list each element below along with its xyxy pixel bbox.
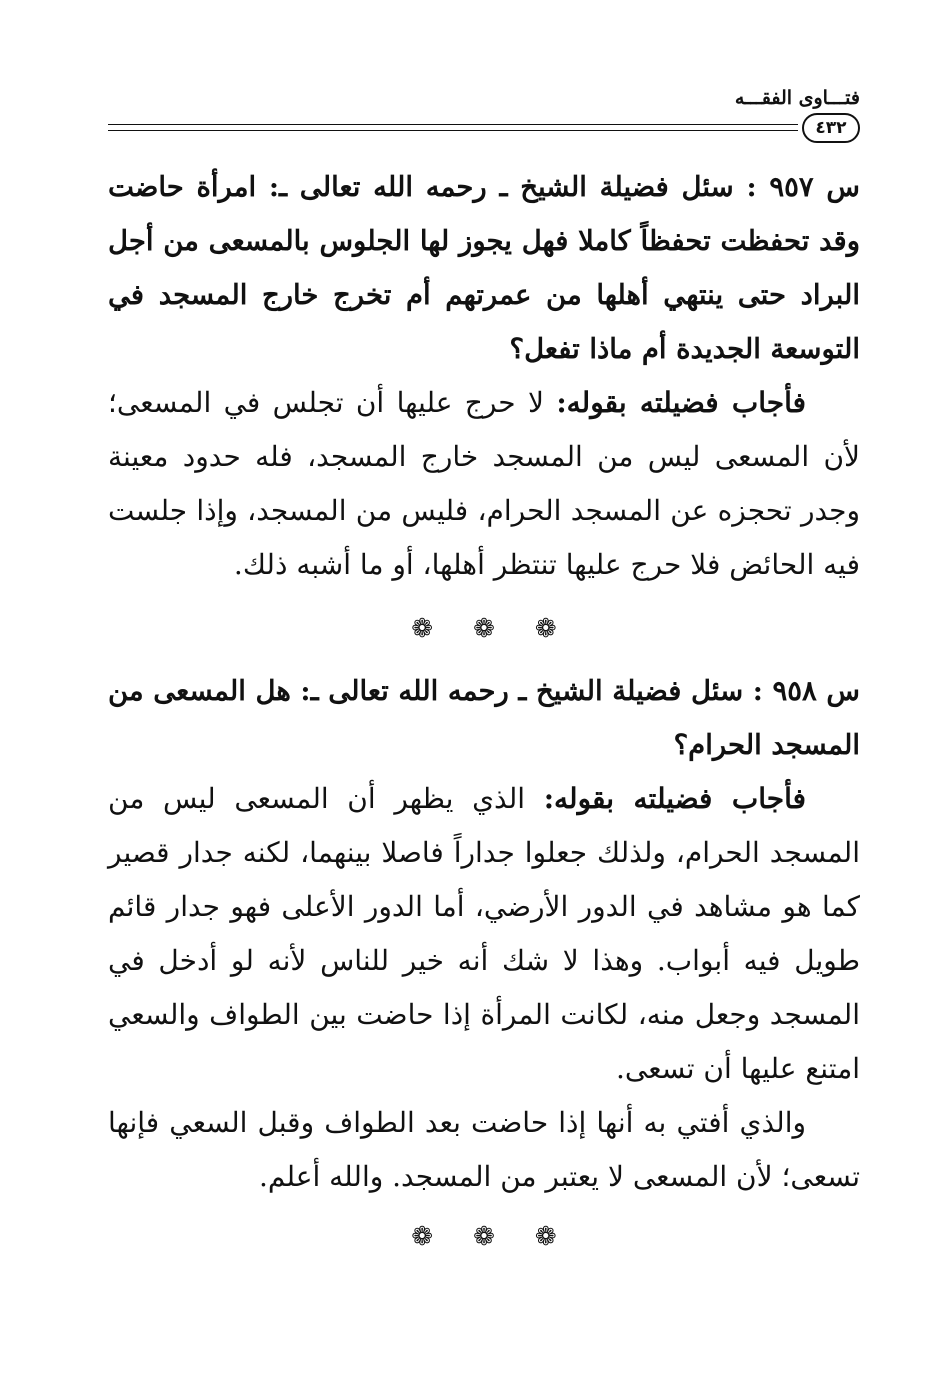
question-text: سئل فضيلة الشيخ ـ رحمه الله تعالى ـ: امرأة حاضت وقد تحفظت تحفظاً كاملا فهل يجوز لها الجلوس بالمسعى من أجل البراد حتى ينتهي أهلها من عمرتهم أم تخرج خارج المسجد في التوسعة الجديدة أم ماذا تفعل؟ — [108, 171, 860, 365]
question-958 — [108, 664, 860, 772]
question-957 — [108, 160, 860, 376]
header-rule-double — [108, 130, 798, 131]
answer-lead: فأجاب فضيلته بقوله: — [556, 386, 807, 419]
separator-star-icon: ❁ — [534, 614, 557, 644]
section-separator — [108, 602, 860, 656]
section-separator — [108, 1210, 860, 1264]
book-page — [108, 0, 860, 1395]
separator-star-icon: ❁ — [473, 614, 495, 644]
running-title: فتـــاوى الفقـــه — [734, 87, 860, 109]
question-number: س ٩٥٧ : — [746, 171, 860, 203]
answer-lead: فأجاب فضيلته بقوله: — [543, 782, 806, 815]
answer-text: الذي يظهر أن المسعى ليس من المسجد الحرام، ولذلك جعلوا جداراً فاصلا بينهما، لكنه جدار قصير كما هو مشاهد في الدور الأرضي، أما الدور الأعلى فهو جدار قائم طويل فيه أبواب. وهذا لا شك أنه خير للناس لأنه لو أدخل في المسجد وجعل منه، لكانت المرأة إذا حاضت بين الطواف والسعي امتنع عليها أن تسعى. — [108, 782, 860, 1085]
answer-958-continued — [108, 1096, 860, 1204]
page-number: ٤٣٢ — [802, 113, 860, 143]
separator-star-icon: ❁ — [473, 1222, 495, 1252]
answer-958 — [108, 772, 860, 1096]
separator-star-icon: ❁ — [411, 614, 434, 644]
answer-text: لا حرج عليها أن تجلس في المسعى؛ لأن المسعى ليس من المسجد خارج المسجد، فله حدود معينة وجدر تحجزه عن المسجد الحرام، فليس من المسجد، وإذا جلست فيه الحائض فلا حرج عليها تنتظر أهلها، أو ما أشبه ذلك. — [108, 386, 860, 581]
answer-text: والذي أفتي به أنها إذا حاضت بعد الطواف وقبل السعي فإنها تسعى؛ لأن المسعى لا يعتبر من المسجد. والله أعلم. — [108, 1106, 860, 1193]
header-rule — [108, 124, 798, 125]
question-text: سئل فضيلة الشيخ ـ رحمه الله تعالى ـ: هل المسعى من المسجد الحرام؟ — [108, 675, 860, 761]
page-content — [108, 160, 860, 1272]
question-number: س ٩٥٨ : — [752, 675, 860, 707]
answer-957 — [108, 376, 860, 592]
separator-star-icon: ❁ — [411, 1222, 434, 1252]
separator-star-icon: ❁ — [534, 1222, 557, 1252]
